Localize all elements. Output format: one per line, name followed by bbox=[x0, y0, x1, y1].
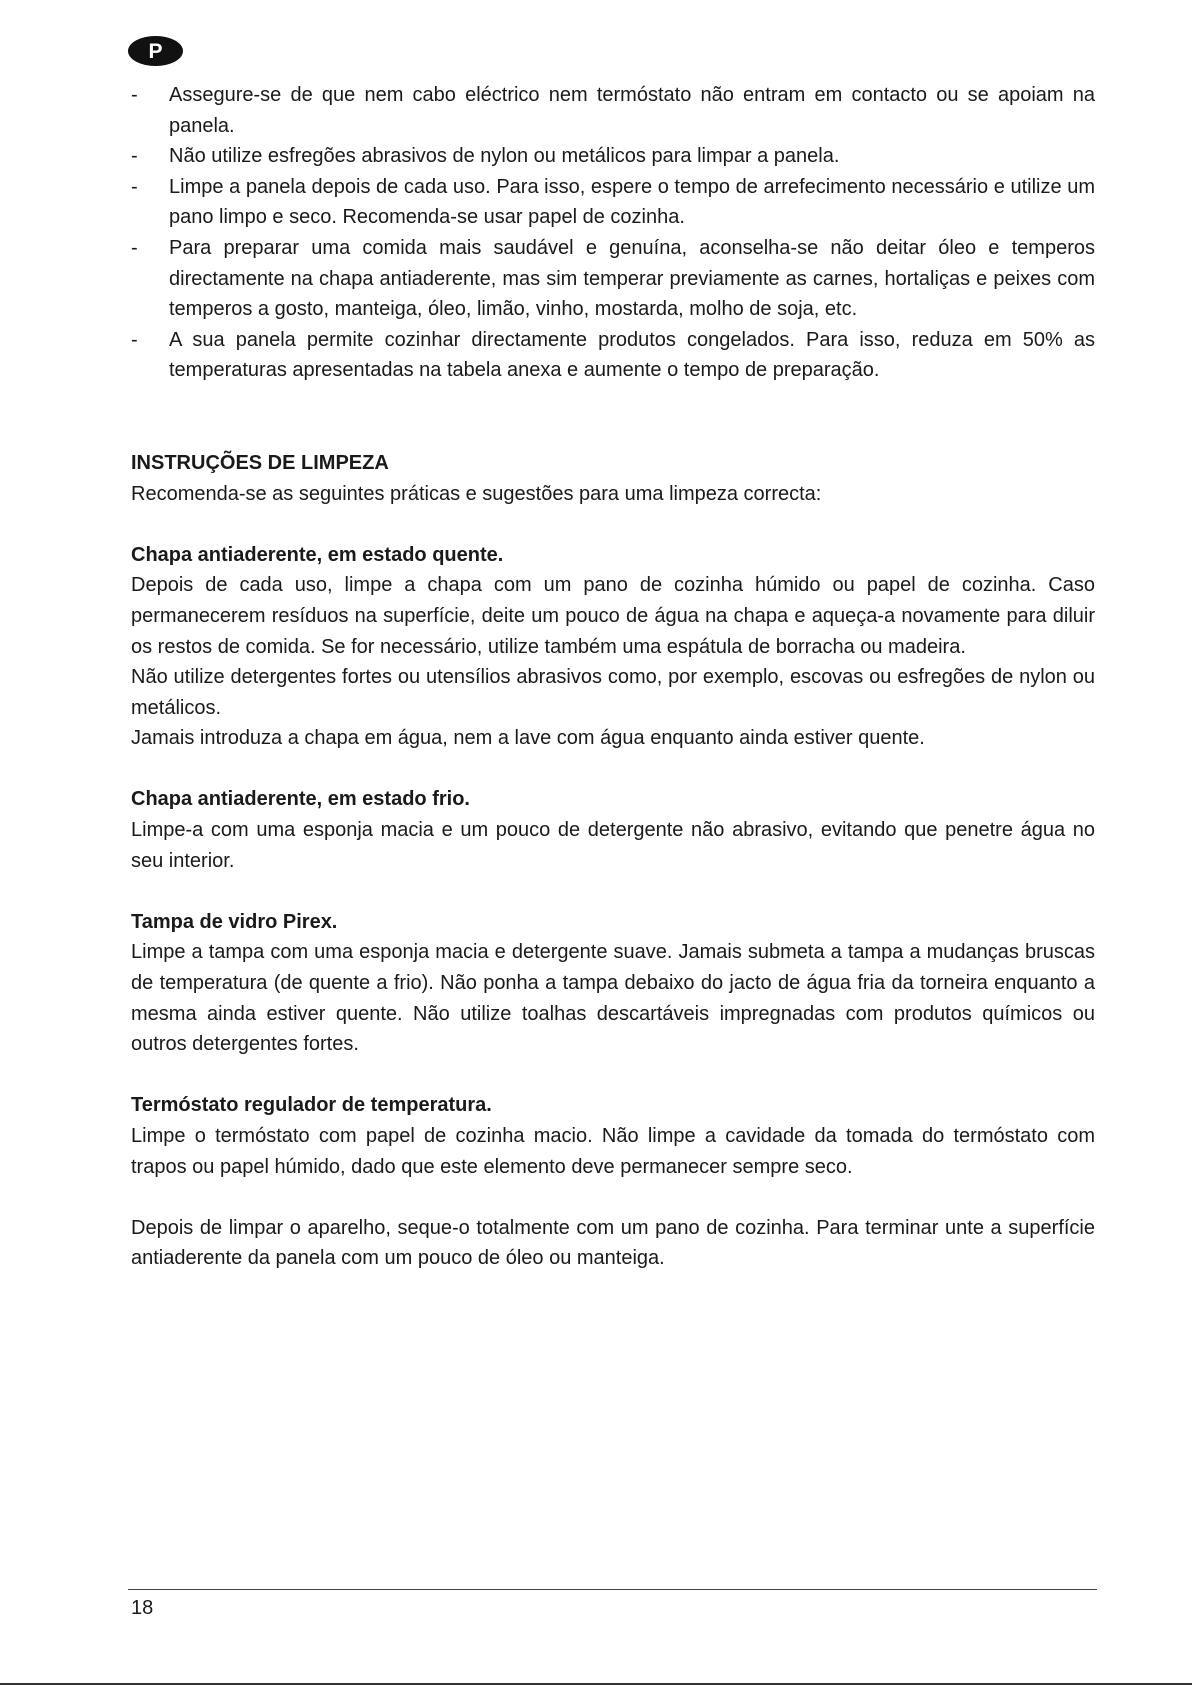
section-title: INSTRUÇÕES DE LIMPEZA bbox=[131, 451, 389, 474]
subsection-title-thermostat: Termóstato regulador de temperatura. bbox=[131, 1094, 492, 1117]
list-item-text: A sua panela permite cozinhar directamente produtos congelados. Para isso, reduza em 50% as temperaturas apresentadas na tabela anexa e aumente o tempo de preparação. bbox=[169, 328, 1095, 382]
list-item bbox=[131, 233, 1095, 325]
page-content bbox=[131, 80, 1095, 1274]
bullet-dash: - bbox=[131, 175, 138, 198]
paragraph: Jamais introduza a chapa em água, nem a lave com água enquanto ainda estiver quente. bbox=[131, 727, 925, 750]
paragraph: Limpe o termóstato com papel de cozinha macio. Não limpe a cavidade da tomada do termóstato com trapos ou papel húmido, dado que este elemento deve permanecer sempre seco. bbox=[131, 1125, 1095, 1178]
list-item bbox=[131, 325, 1095, 386]
list-item bbox=[131, 172, 1095, 233]
subsection-title-hot-plate: Chapa antiaderente, em estado quente. bbox=[131, 543, 504, 566]
bullet-dash: - bbox=[131, 84, 138, 106]
subsection-title-cold-plate: Chapa antiaderente, em estado frio. bbox=[131, 788, 470, 811]
page-number: 18 bbox=[131, 1597, 154, 1619]
language-badge: P bbox=[128, 36, 183, 66]
paragraph: Não utilize detergentes fortes ou utensílios abrasivos como, por exemplo, escovas ou esfregões de nylon ou metálicos. bbox=[131, 666, 1095, 719]
list-item-text: Assegure-se de que nem cabo eléctrico nem termóstato não entram em contacto ou se apoiam na panela. bbox=[169, 84, 1095, 137]
list-item-text: Limpe a panela depois de cada uso. Para isso, espere o tempo de arrefecimento necessário e utilize um pano limpo e seco. Recomenda-se usar papel de cozinha. bbox=[169, 175, 1095, 229]
bullet-dash: - bbox=[131, 145, 138, 168]
paragraph: Limpe a tampa com uma esponja macia e detergente suave. Jamais submeta a tampa a mudanças bruscas de temperatura (de quente a frio). Não ponha a tampa debaixo do jacto de água fria da torneira enquanto a mesma ainda estiver quente. Não utilize toalhas descartáveis impregnadas com produtos químicos ou outros detergentes fortes. bbox=[131, 941, 1095, 1056]
tips-list bbox=[131, 80, 1095, 386]
footer-divider bbox=[128, 1589, 1097, 1590]
closing-paragraph: Depois de limpar o aparelho, seque-o totalmente com um pano de cozinha. Para terminar unte a superfície antiaderente da panela com um pouco de óleo ou manteiga. bbox=[131, 1216, 1095, 1270]
paragraph: Depois de cada uso, limpe a chapa com um pano de cozinha húmido ou papel de cozinha. Caso permanecerem resíduos na superfície, deite um pouco de água na chapa e aqueça-a novamente para diluir os restos de comida. Se for necessário, utilize também uma espátula de borracha ou madeira. bbox=[131, 574, 1095, 658]
subsection-title-glass-lid: Tampa de vidro Pirex. bbox=[131, 910, 338, 933]
list-item bbox=[131, 80, 1095, 141]
list-item-text: Para preparar uma comida mais saudável e genuína, aconselha-se não deitar óleo e temperos directamente na chapa antiaderente, mas sim temperar previamente as carnes, hortaliças e peixes com temperos a gosto, manteiga, óleo, limão, vinho, mostarda, molho de soja, etc. bbox=[169, 236, 1095, 321]
bullet-dash: - bbox=[131, 236, 138, 259]
bullet-dash: - bbox=[131, 328, 138, 351]
section-intro: Recomenda-se as seguintes práticas e sugestões para uma limpeza correcta: bbox=[131, 482, 822, 505]
paragraph: Limpe-a com uma esponja macia e um pouco de detergente não abrasivo, evitando que penetre água no seu interior. bbox=[131, 819, 1095, 872]
list-item bbox=[131, 141, 1095, 172]
list-item-text: Não utilize esfregões abrasivos de nylon ou metálicos para limpar a panela. bbox=[169, 145, 840, 168]
